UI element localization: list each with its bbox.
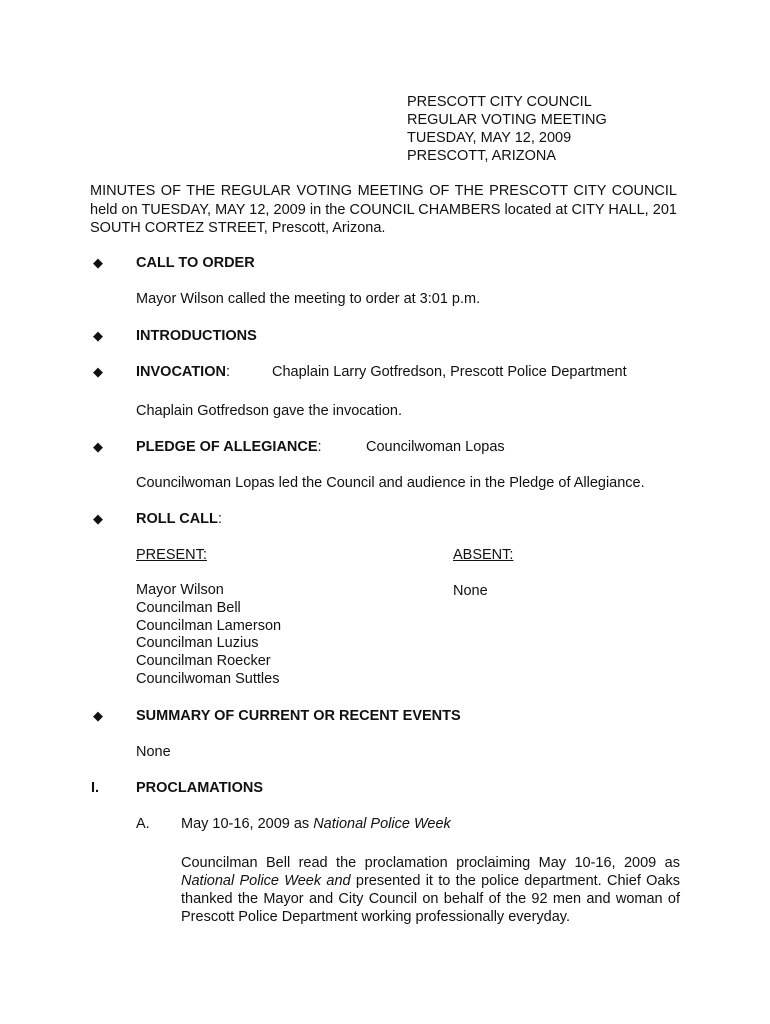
para-em: National Police Week and xyxy=(181,873,351,889)
proclamation-item-title xyxy=(181,815,451,833)
para-part-1: Councilman Bell read the proclamation proclaiming May 10-16, 2009 as xyxy=(181,855,680,871)
diamond-bullet-icon: ◆ xyxy=(93,364,103,379)
diamond-bullet-icon: ◆ xyxy=(93,255,103,270)
diamond-bullet-icon: ◆ xyxy=(93,328,103,343)
proclamation-paragraph xyxy=(181,854,680,926)
pledge-colon: : xyxy=(317,439,322,455)
header-line: PRESCOTT CITY COUNCIL xyxy=(407,94,592,110)
proclamations-heading: PROCLAMATIONS xyxy=(136,780,264,796)
list-item: Councilman Bell xyxy=(136,599,241,616)
invocation-colon: : xyxy=(225,364,230,380)
diamond-bullet-icon: ◆ xyxy=(93,511,103,526)
absent-label: ABSENT: xyxy=(453,547,514,563)
pledge-heading: PLEDGE OF ALLEGIANCE xyxy=(136,439,318,455)
introductions-heading: INTRODUCTIONS xyxy=(136,328,257,344)
present-label: PRESENT: xyxy=(136,547,207,563)
call-to-order-text: Mayor Wilson called the meeting to order at 3:01 p.m. xyxy=(136,291,481,307)
header-line: REGULAR VOTING MEETING xyxy=(407,112,607,128)
invocation-text: Chaplain Gotfredson gave the invocation. xyxy=(136,403,403,419)
invocation-heading-line xyxy=(136,363,230,381)
meeting-header xyxy=(407,93,607,165)
list-item: Councilwoman Suttles xyxy=(136,670,280,687)
present-list xyxy=(136,582,281,689)
header-line: TUESDAY, MAY 12, 2009 xyxy=(407,130,572,146)
invocation-detail: Chaplain Larry Gotfredson, Prescott Police Department xyxy=(272,364,627,380)
diamond-bullet-icon: ◆ xyxy=(93,439,103,454)
roll-call-colon: : xyxy=(217,511,222,527)
call-to-order-heading: CALL TO ORDER xyxy=(136,255,255,271)
list-item: Mayor Wilson xyxy=(136,582,224,598)
pledge-text: Councilwoman Lopas led the Council and audience in the Pledge of Allegiance. xyxy=(136,475,645,491)
list-item: Councilman Lamerson xyxy=(136,617,282,634)
roll-call-heading: ROLL CALL xyxy=(136,511,218,527)
list-item: Councilman Luzius xyxy=(136,635,259,652)
pledge-detail: Councilwoman Lopas xyxy=(366,439,505,455)
pledge-heading-line xyxy=(136,438,322,456)
para-part-2: presented it to the police department. Chief Oaks thanked the Mayor and City Council on behalf of the 92 men and woman of Prescott Police Department working professionally everyday. xyxy=(181,873,680,925)
intro-paragraph: MINUTES OF THE REGULAR VOTING MEETING OF THE PRESCOTT CITY COUNCIL held on TUESDAY, MAY 12, 2009 in the COUNCIL CHAMBERS located at CITY HALL, 201 SOUTH CORTEZ STREET, Prescott, Arizona. xyxy=(90,183,677,236)
summary-text: None xyxy=(136,744,171,760)
item-title-prefix: May 10-16, 2009 as xyxy=(181,816,314,832)
invocation-heading: INVOCATION xyxy=(136,364,226,380)
item-letter: A. xyxy=(136,816,150,832)
roll-call-heading-line xyxy=(136,510,222,528)
item-title-em: National Police Week xyxy=(313,816,451,832)
list-item: Councilman Roecker xyxy=(136,653,271,670)
absent-list: None xyxy=(453,583,488,599)
header-line: PRESCOTT, ARIZONA xyxy=(407,148,557,164)
section-numeral: I. xyxy=(91,780,100,796)
diamond-bullet-icon: ◆ xyxy=(93,708,103,723)
summary-heading: SUMMARY OF CURRENT OR RECENT EVENTS xyxy=(136,708,461,724)
